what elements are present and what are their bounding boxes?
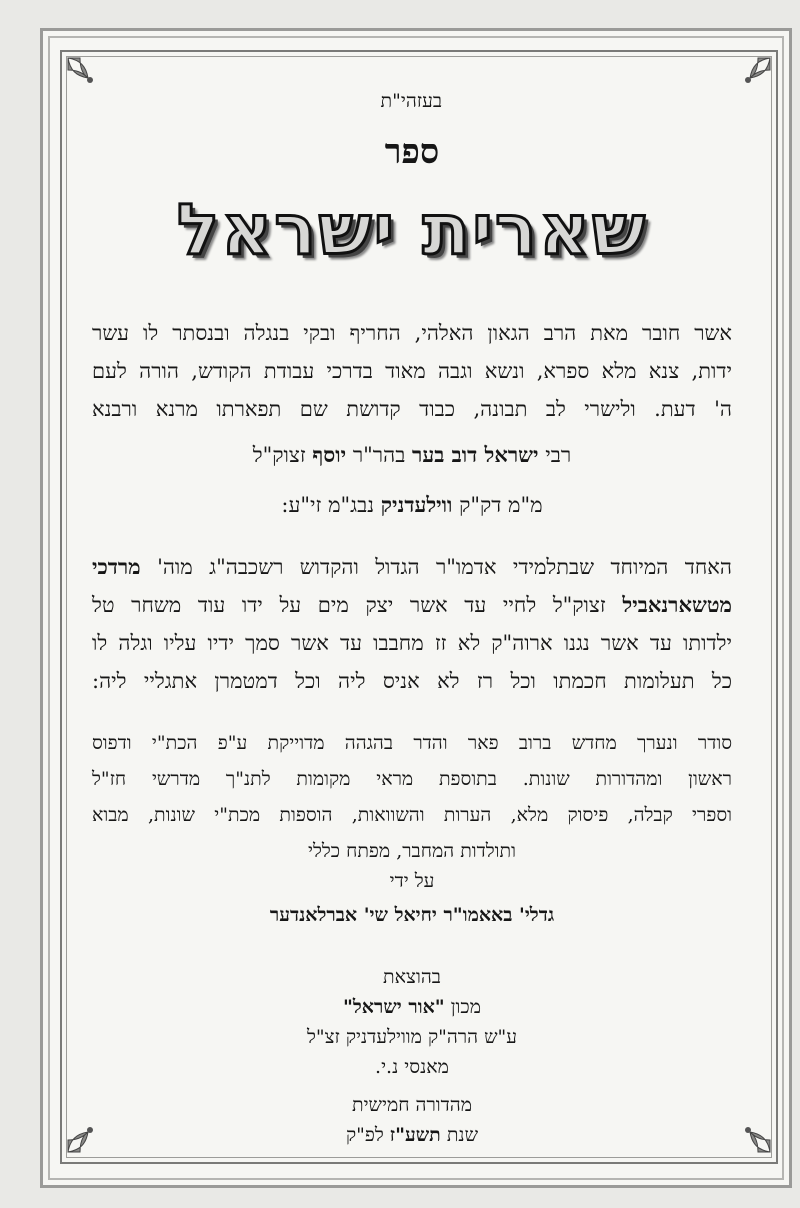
rebbe-first-name: מרדכי xyxy=(92,554,141,579)
student-line-2 xyxy=(92,590,732,620)
edition-label: מהדורה חמישית xyxy=(351,1094,472,1116)
author-town: ווילעדניק xyxy=(380,492,453,517)
description-line-3: ה' דעת. ולישרי לב תבונה, כבוד קדושת שם תפארתו מרנא ורבנא xyxy=(92,397,732,421)
book-title: שארית ישראל xyxy=(176,189,648,271)
institute-name: "אור ישראל" xyxy=(343,996,445,1018)
editor-by-label: על ידי xyxy=(389,870,435,892)
year-value: תשע"ז xyxy=(389,1124,441,1146)
author-title-prefix: מ"מ דק"ק xyxy=(459,493,543,517)
description-line-1: אשר חובר מאת הרב הגאון האלהי, החריף ובקי בנגלה ובנסתר לו עשר xyxy=(92,321,732,345)
author-suffix: זצוק"ל xyxy=(252,443,306,467)
edition-para-line-2: ראשון ומהדורות שונות. בתוספת מראי מקומות לתנ"ך מדרשי חז"ל xyxy=(92,768,732,790)
edition-para-line-1: סודר ונערך מחדש ברוב פאר והדר בהגהה מדוייקת ע"פ הכת"י ודפוס xyxy=(92,732,732,754)
author-title-line xyxy=(92,490,732,520)
description-line-2: ידות, צנא מלא ספרא, ונשא וגבה מאוד בדרכי עבודת הקודש, הורה לעם xyxy=(92,359,732,383)
publisher-location: מאנסי נ.י. xyxy=(375,1056,449,1078)
year-line xyxy=(92,1120,732,1150)
edition-para-line-3: וספרי קבלה, פיסוק מלא, הערות והשוואות, הוספות מכת"י שונות, מבוא xyxy=(92,804,732,826)
student-line-4: כל תעלומות חכמתו וכל רז לא אניס ליה וכל דמטמרן אתגליי ליה: xyxy=(92,669,732,693)
corner-ornament-icon xyxy=(738,56,772,90)
author-name: ישראל דוב בער xyxy=(412,442,539,467)
author-father: יוסף xyxy=(312,442,347,467)
author-title-suffix: נבג"מ זי"ע: xyxy=(281,493,375,517)
editor-line xyxy=(92,900,732,930)
editor-surname: אברלאנדער xyxy=(269,904,358,926)
author-line xyxy=(92,440,732,470)
student-line-3: ילדותו עד אשר נגנו ארוה"ק לא זז מחבבו עד אשר סמך ידיו עליו וגלה לו xyxy=(92,631,732,655)
author-prefix: רבי xyxy=(545,443,572,467)
institute-dedication: ע"ש הרה"ק מווילעדניק זצ"ל xyxy=(306,1026,518,1048)
student-line-1-text: האחד המיוחד שבתלמידי אדמו"ר הגדול והקדוש רשכבה"ג מוה' xyxy=(157,555,732,579)
student-line-1 xyxy=(92,552,732,582)
year-suffix: לפ"ק xyxy=(345,1124,384,1146)
year-prefix: שנת xyxy=(446,1124,479,1146)
rebbe-town: מטשארנאביל xyxy=(622,592,732,617)
corner-ornament-icon xyxy=(738,1120,772,1154)
author-father-prefix: בהר"ר xyxy=(352,443,406,467)
editor-name: גדלי' באאמו"ר יחיאל שי' xyxy=(363,904,555,926)
student-line-2-text: זצוק"ל לחיי עד אשר יצק מים על ידו עוד משחר טל xyxy=(92,593,606,617)
institute-prefix: מכון xyxy=(450,996,481,1018)
besiyata-dishmaya: בעזהי"ת xyxy=(380,90,442,112)
institute-line xyxy=(92,992,732,1022)
edition-para-line-4: ותולדות המחבר, מפתח כללי xyxy=(308,840,516,862)
published-by-label: בהוצאת xyxy=(383,966,441,988)
sefer-label: ספר xyxy=(384,132,440,172)
corner-ornament-icon xyxy=(66,56,100,90)
